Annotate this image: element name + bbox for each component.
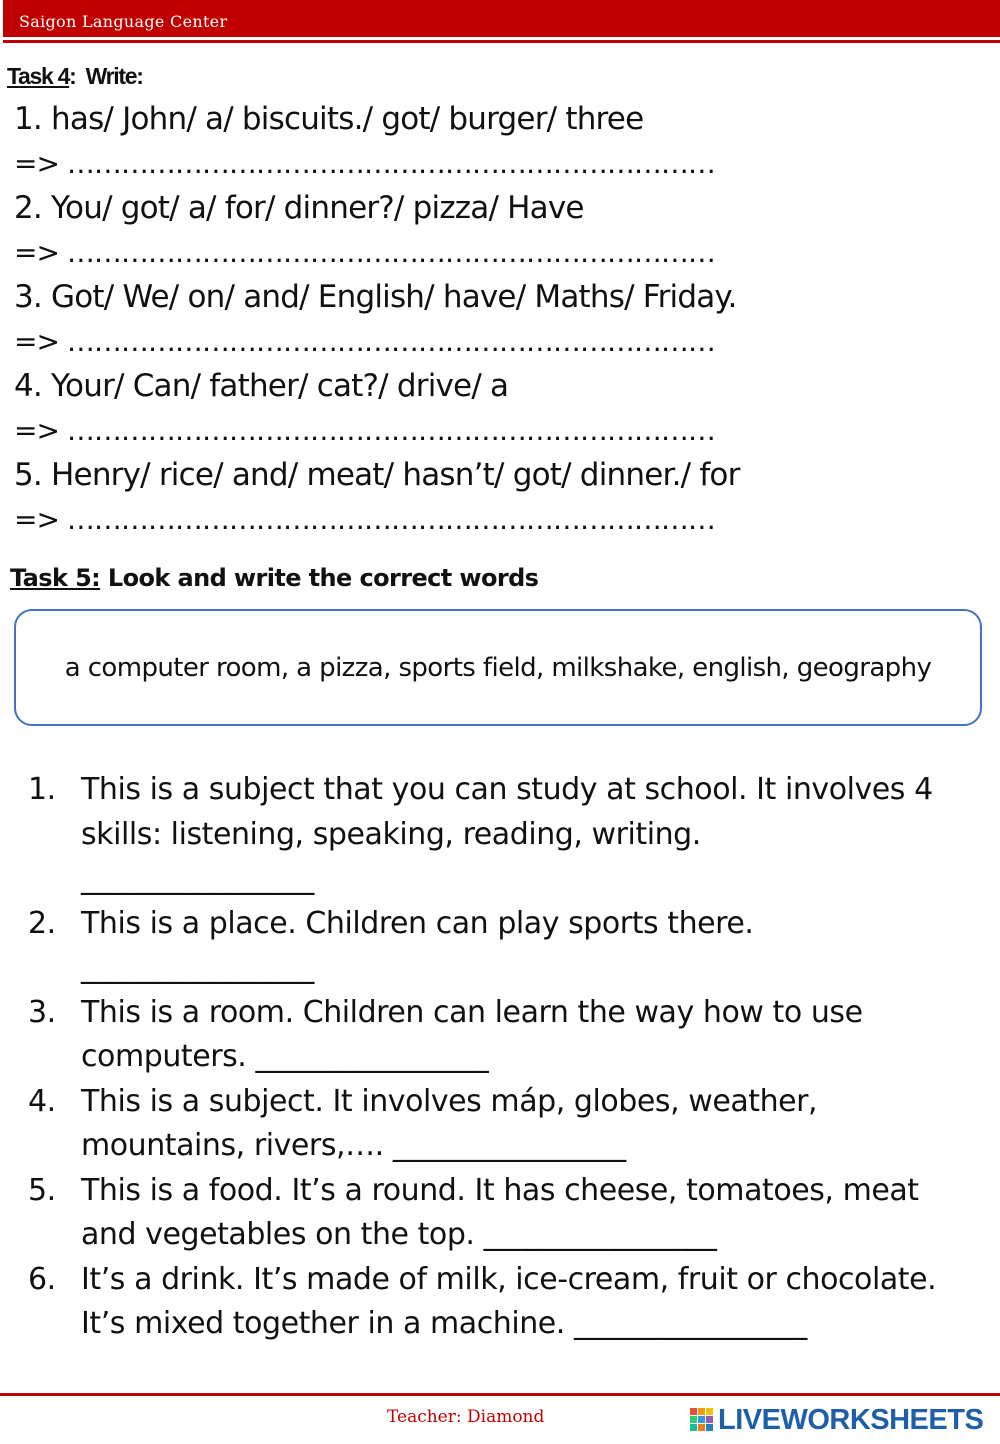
answer-blank: ________________ bbox=[255, 1039, 489, 1074]
question-number: 6. bbox=[28, 1261, 56, 1297]
task4-list bbox=[14, 97, 914, 542]
task5-question-list bbox=[28, 768, 978, 1347]
answer-blank: ________________ bbox=[81, 950, 314, 985]
answer-blank: ________________ bbox=[483, 1217, 717, 1252]
task5-question-1 bbox=[28, 768, 978, 902]
word-bank-box bbox=[14, 609, 982, 726]
task4-answer-line-5: => ……………………………………………………………… bbox=[14, 502, 715, 536]
task5-instruction: Look and write the correct words bbox=[100, 564, 539, 592]
teacher-credit: Teacher: Diamond bbox=[387, 1407, 545, 1427]
task4-answer-line-2: => ……………………………………………………………… bbox=[14, 235, 715, 269]
word-bank-text: a computer room, a pizza, sports field, milkshake, english, geography bbox=[64, 652, 932, 683]
question-number: 5. bbox=[28, 1172, 56, 1208]
question-text: This is a subject. It involves máp, globes, weather, mountains, rivers,…. bbox=[81, 1083, 818, 1163]
header-title: Saigon Language Center bbox=[19, 12, 228, 31]
task4-question-5: 5. Henry/ rice/ and/ meat/ hasn’t/ got/ dinner./ for bbox=[14, 457, 740, 493]
task4-answer-line-3: => ……………………………………………………………… bbox=[14, 324, 715, 358]
task4-label: Task 4 bbox=[7, 63, 70, 89]
task5-question-2 bbox=[28, 902, 978, 991]
task4-instruction: : Write: bbox=[69, 63, 143, 89]
task4-answer-line-1: => ……………………………………………………………… bbox=[14, 146, 715, 180]
task5-question-6 bbox=[28, 1258, 978, 1347]
question-text: It’s a drink. It’s made of milk, ice-cream, fruit or chocolate. It’s mixed together in a machine. bbox=[81, 1261, 937, 1341]
task5-heading bbox=[10, 564, 538, 592]
task5-question-4 bbox=[28, 1080, 978, 1169]
task4-question-2: 2. You/ got/ a/ for/ dinner?/ pizza/ Have bbox=[14, 190, 584, 226]
logo-text: LIVEWORKSHEETS bbox=[718, 1403, 984, 1436]
task4-question-4: 4. Your/ Can/ father/ cat?/ drive/ a bbox=[14, 368, 509, 404]
question-text: This is a room. Children can learn the way how to use computers. bbox=[81, 994, 863, 1074]
task4-heading bbox=[7, 63, 143, 90]
task5-question-3 bbox=[28, 991, 978, 1080]
answer-blank: ________________ bbox=[392, 1128, 626, 1163]
question-number: 3. bbox=[28, 994, 56, 1030]
question-text: This is a subject that you can study at school. It involves 4 skills: listening, speaking, reading, writing. bbox=[81, 772, 933, 852]
question-number: 1. bbox=[28, 772, 56, 807]
question-number: 2. bbox=[28, 905, 56, 941]
task4-question-3: 3. Got/ We/ on/ and/ English/ have/ Maths/ Friday. bbox=[14, 279, 737, 315]
question-number: 4. bbox=[28, 1083, 56, 1119]
question-text: This is a food. It’s a round. It has cheese, tomatoes, meat and vegetables on the top. bbox=[81, 1172, 919, 1252]
answer-blank: ________________ bbox=[81, 861, 314, 896]
footer-divider bbox=[0, 1393, 1000, 1396]
task4-answer-line-4: => ……………………………………………………………… bbox=[14, 413, 715, 447]
task4-question-1: 1. has/ John/ a/ biscuits./ got/ burger/ three bbox=[14, 101, 644, 137]
liveworksheets-logo-icon bbox=[690, 1408, 714, 1432]
liveworksheets-logo[interactable] bbox=[690, 1402, 983, 1438]
header-divider bbox=[3, 40, 1000, 43]
task5-question-5 bbox=[28, 1169, 978, 1258]
task5-label: Task 5: bbox=[10, 564, 101, 592]
question-text: This is a place. Children can play sports there. bbox=[81, 905, 754, 941]
answer-blank: ________________ bbox=[573, 1306, 807, 1341]
header-bar bbox=[3, 0, 1000, 37]
